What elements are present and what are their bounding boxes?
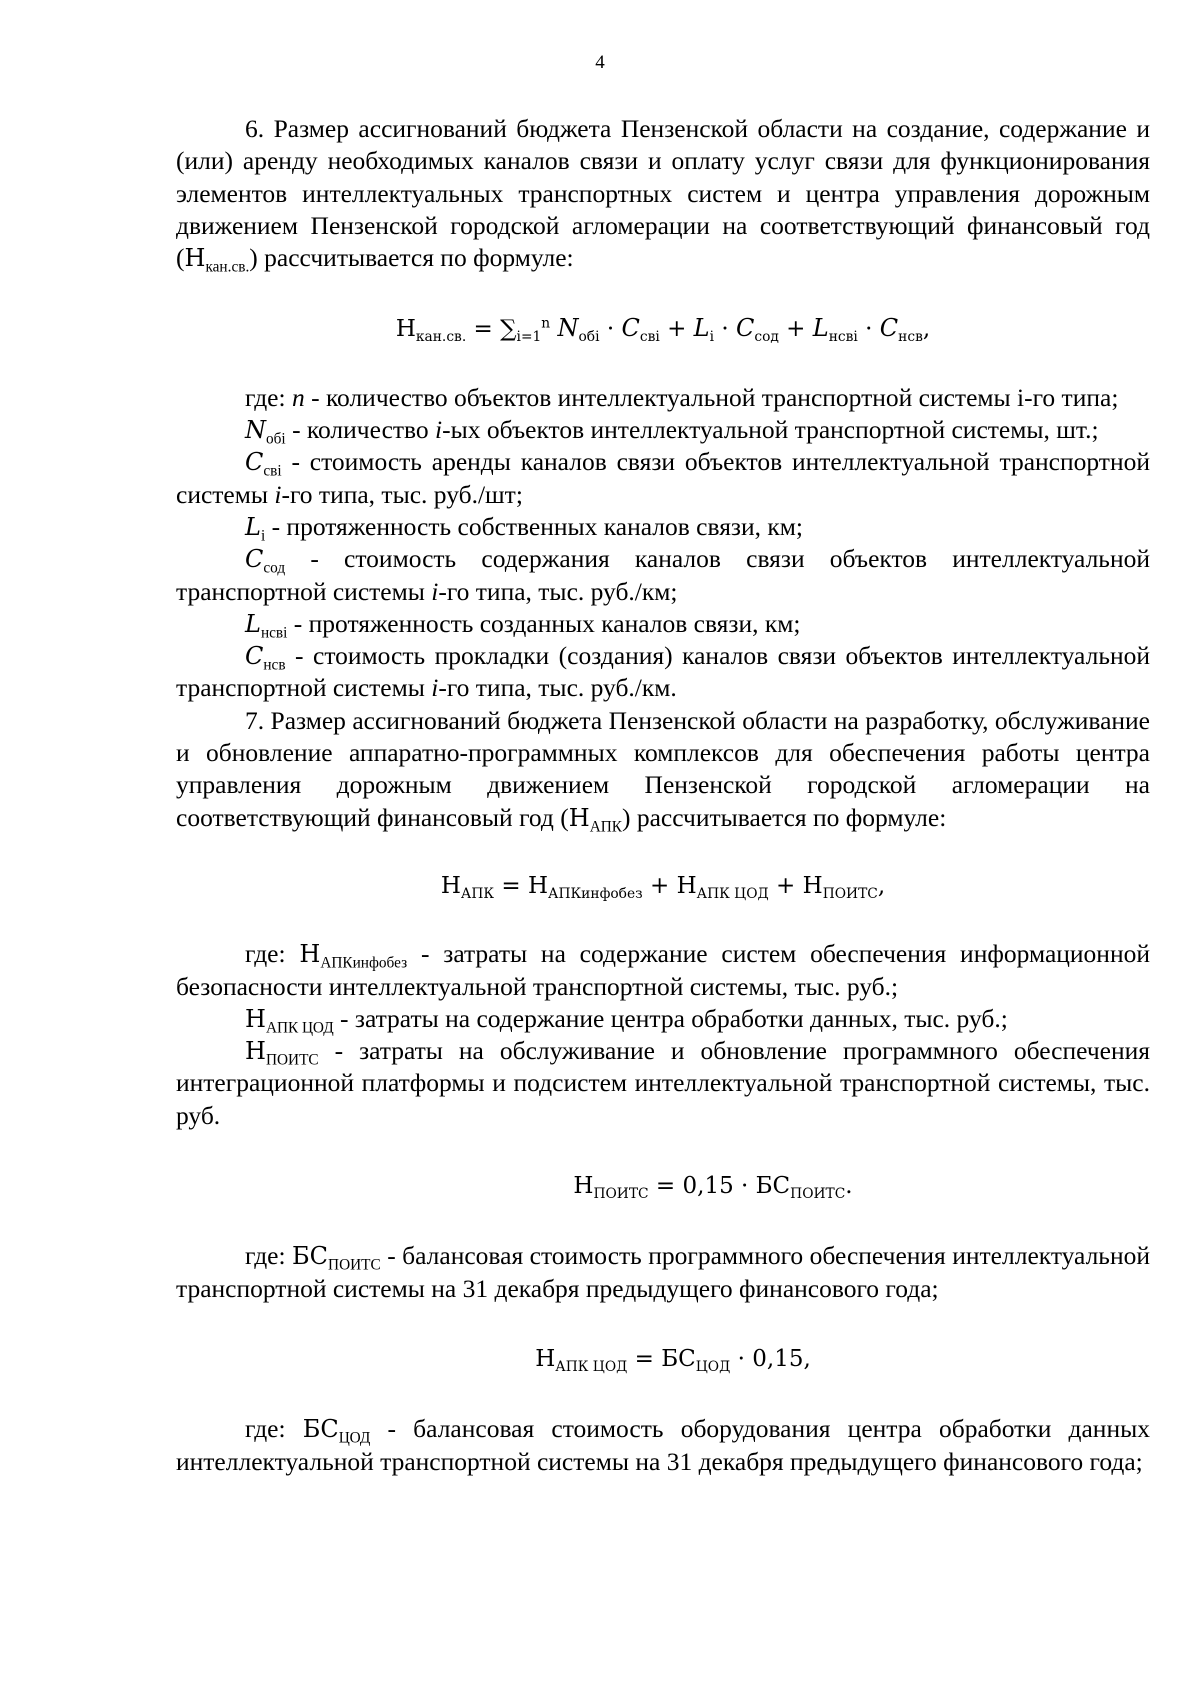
definition-c-sod: $C_{сод}$ - стоимость содержания каналов связи объектов интеллектуальной транспортной системы i-го типа, тыс. руб./км; <box>176 544 1150 606</box>
definition-apk-infobez: где: $Н_{АПКинфобез}$ - затраты на содержание систем обеспечения информационной безопасности интеллектуальной транспортной системы, тыс. руб.; <box>176 939 1150 1001</box>
definition-bs-cod: где: $БС_{ЦОД}$ - балансовая стоимость оборудования центра обработки данных интеллектуальной транспортной системы на 31 декабря предыдущего финансового года; <box>176 1414 1150 1476</box>
definition-poits: $Н_{ПОИТС}$ - затраты на обслуживание и обновление программного обеспечения интеграционной платформы и подсистем интеллектуальной транспортной системы, тыс. руб. <box>176 1036 1150 1130</box>
page-number: 4 <box>595 52 605 73</box>
definition-c-svi: $C_{свi}$ - стоимость аренды каналов связи объектов интеллектуальной транспортной системы i-го типа, тыс. руб./шт; <box>176 447 1150 509</box>
formula-apk-cod: $Н_{АПК ЦОД} = БС_{ЦОД} \cdot 0,15$, <box>535 1345 811 1375</box>
definition-c-nsv: $C_{нсв}$ - стоимость прокладки (создания) каналов связи объектов интеллектуальной транспортной системы i-го типа, тыс. руб./км. <box>176 641 1150 703</box>
definition-n-obi: $N_{обi}$ - количество i-ых объектов интеллектуальной транспортной системы, шт.; <box>245 415 1099 448</box>
definition-apk-cod: $Н_{АПК ЦОД}$ - затраты на содержание центра обработки данных, тыс. руб.; <box>245 1003 1008 1037</box>
definition-l-nsvi: $L_{нсвi}$ - протяженность созданных каналов связи, км; <box>245 608 801 642</box>
definition-n: где: n - количество объектов интеллектуальной транспортной системы i-го типа; <box>245 382 1119 412</box>
definition-l-i: $L_i$ - протяженность собственных каналов связи, км; <box>245 511 804 545</box>
definition-bs-poits: где: $БС_{ПОИТС}$ - балансовая стоимость программного обеспечения интеллектуальной транспортной системы на 31 декабря предыдущего финансового года; <box>176 1241 1150 1303</box>
formula-poits: $Н_{ПОИТС} = 0,15 \cdot БС_{ПОИТС}$. <box>573 1173 853 1202</box>
formula-apk: $Н_{АПК} = Н_{АПКинфобез} + Н_{АПК ЦОД} + Н_{ПОИТС}$, <box>440 872 886 902</box>
paragraph-7: 7. Размер ассигнований бюджета Пензенской области на разработку, обслуживание и обновление аппаратно-программных комплексов для обеспечения работы центра управления дорожным движением Пензенской городской агломерации на соответствующий финансовый год $(Н_{АПК})$ рассчитывается по формуле: <box>176 705 1150 835</box>
paragraph-6: 6. Размер ассигнований бюджета Пензенской области на создание, содержание и (или) аренду необходимых каналов связи и оплату услуг связи для функционирования элементов интеллектуальных транспортных систем и центра управления дорожным движением Пензенской городской агломерации на соответствующий финансовый год $(Н_{кан.св.})$ рассчитывается по формуле: <box>176 114 1150 276</box>
document-body <box>176 113 1150 1478</box>
formula-kan-sv: $Н_{кан.св.} = \sum_{i=1}^n$ $N_{обi} \cdot C_{свi} + L_i \cdot C_{сод} + L_{нсвi} \cdot C_{нсв}$, <box>395 314 931 346</box>
